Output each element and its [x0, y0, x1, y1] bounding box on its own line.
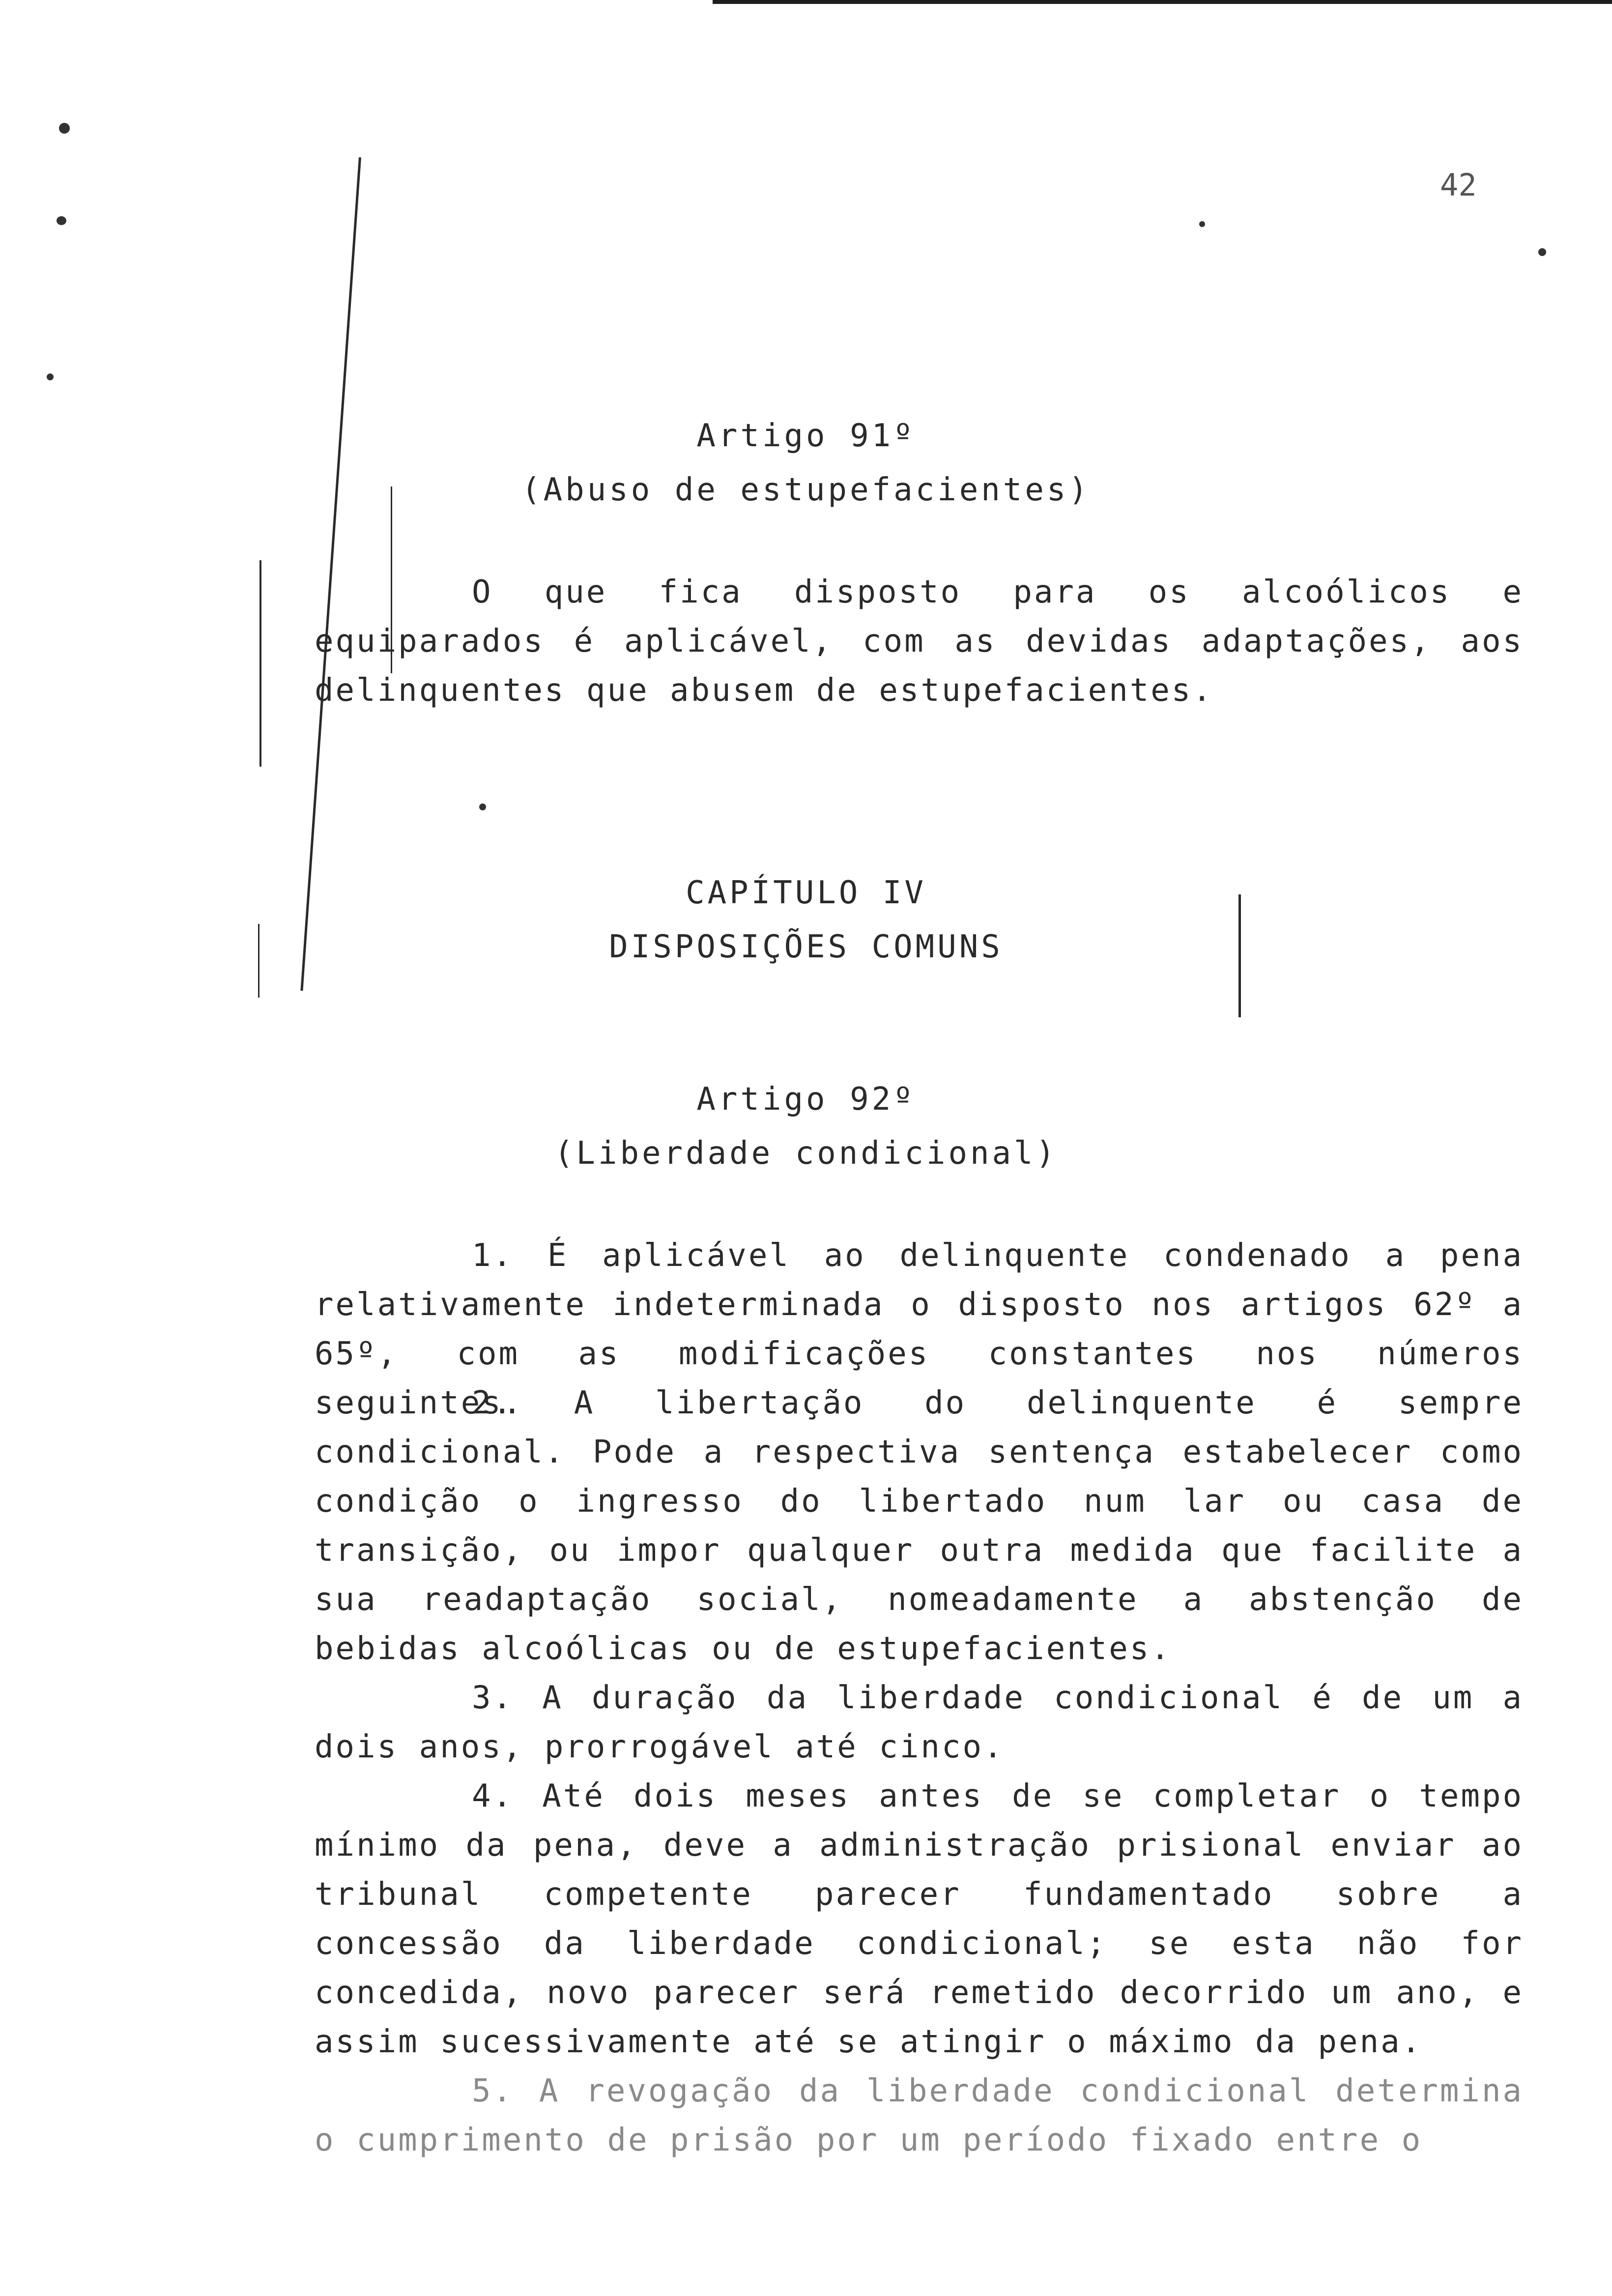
article-92-paragraph-2: 2. A libertação do delinquente é sempre condicional. Pode a respectiva sentença estabelecer como condição o ingresso do libertado num lar ou casa de transição, ou impor qualquer outra medida que facilite a sua readaptação social, nomeadamente a abstenção de bebidas alcoólicas ou de estupefacientes.: [315, 1385, 1524, 1667]
article-92-paragraph-1: 1. É aplicável ao delinquente condenado a pena relativamente indeterminada o disposto nos artigos 62º a 65º, com as modificações constantes nos números seguintes.: [315, 1237, 1524, 1421]
scan-speck: [47, 373, 54, 380]
article-92-paragraph-3: 3. A duração da liberdade condicional é de um a dois anos, prorrogável até cinco.: [315, 1680, 1524, 1765]
article-92-subtitle: (Liberdade condicional): [554, 1135, 1058, 1172]
top-edge-line: [713, 0, 1612, 4]
article-92-paragraph-4: 4. Até dois meses antes de se completar o tempo mínimo da pena, deve a administração prisional enviar ao tribunal competente parecer fundamentado sobre a concessão da liberdade condicional; se esta não for concedida, novo parecer será remetido decorrido um ano, e assim sucessivamente até se atingir o máximo da pena.: [315, 1778, 1524, 2060]
scan-speck: [479, 804, 486, 810]
article-91-body: O que fica disposto para os alcoólicos e equiparados é aplicável, com as devidas adaptações, aos delinquentes que abusem de estupefacientes.: [315, 574, 1524, 709]
chapter-heading: CAPÍTULO IV: [686, 875, 926, 911]
chapter-subtitle: DISPOSIÇÕES COMUNS: [609, 929, 1003, 965]
article-91-subtitle: (Abuso de estupefacientes): [521, 472, 1091, 508]
scan-speck: [57, 216, 66, 225]
scan-speck: [59, 123, 70, 134]
page-number: 42: [1440, 167, 1477, 203]
margin-line-short: [259, 560, 261, 767]
scan-speck: [1199, 221, 1205, 227]
article-91-heading: Artigo 91º: [696, 418, 916, 454]
article-92-heading: Artigo 92º: [696, 1081, 916, 1118]
article-92-paragraph-5: 5. A revogação da liberdade condicional determina o cumprimento de prisão por um período fixado entre o: [315, 2073, 1524, 2158]
scan-speck: [1538, 248, 1546, 256]
